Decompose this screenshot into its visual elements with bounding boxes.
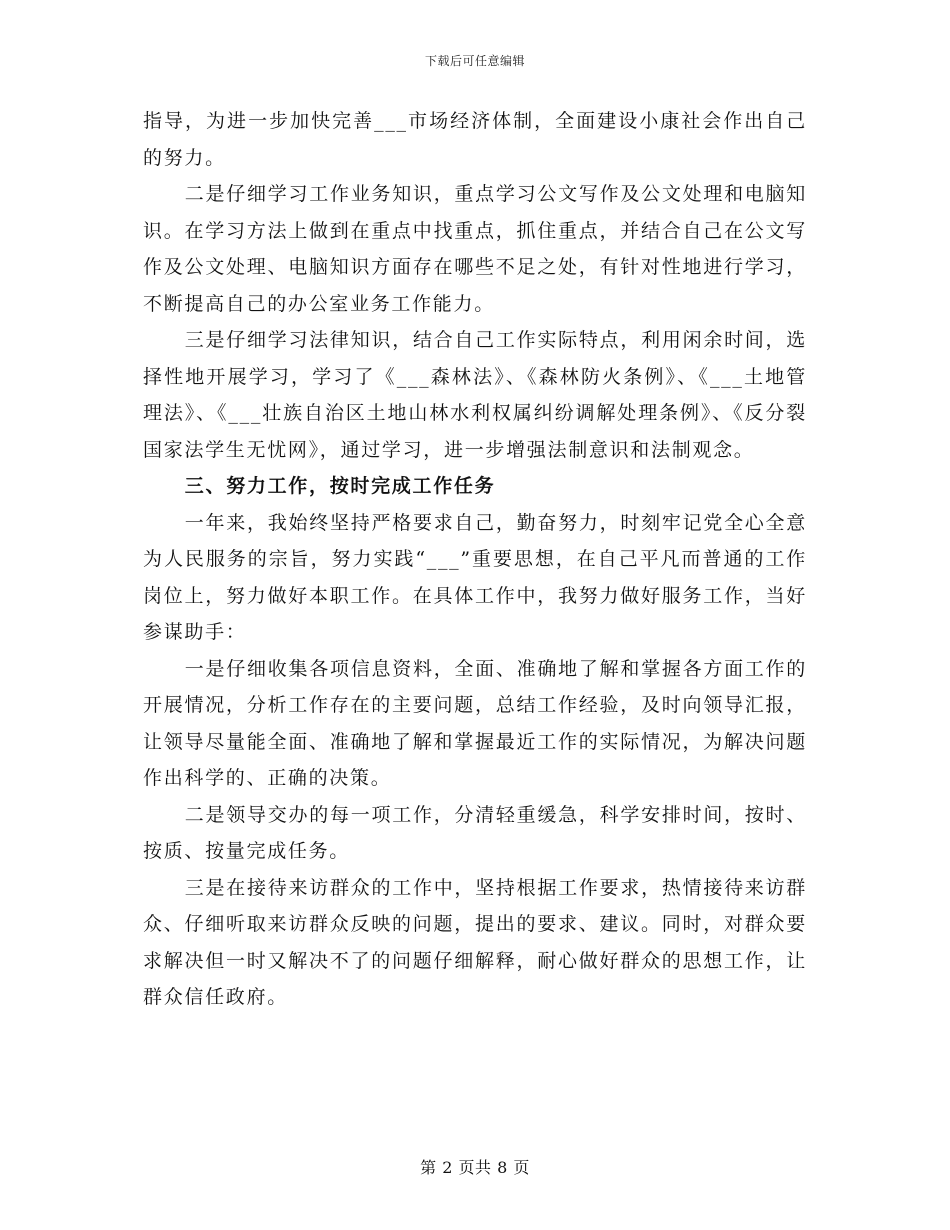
paragraph-year-summary: 一年来，我始终坚持严格要求自己，勤奋努力，时刻牢记党全心全意为人民服务的宗旨，努力实践“___”重要思想，在自己平凡而普通的工作岗位上，努力做好本职工作。在具体工作中，我努力做好服务工作，当好参谋助手： — [143, 511, 807, 643]
section-heading: 三、努力工作，按时完成工作任务 — [184, 475, 496, 497]
paragraph-collect-info: 一是仔细收集各项信息资料，全面、准确地了解和掌握各方面工作的开展情况，分析工作存在的主要问题，总结工作经验，及时向领导汇报，让领导尽量能全面、准确地了解和掌握最近工作的实际情况，为解决问题作出科学的、正确的决策。 — [143, 657, 807, 789]
page-number-footer: 第 2 页共 8 页 — [420, 1158, 530, 1177]
paragraph-continued: 指导，为进一步加快完善___市场经济体制，全面建设小康社会作出自己的努力。 — [143, 110, 807, 169]
paragraph-study-law: 三是仔细学习法律知识，结合自己工作实际特点，利用闲余时间，选择性地开展学习，学习了《___森林法》、《森林防火条例》、《___土地管理法》、《___壮族自治区土地山林水利权属纠纷调解处理条例》、《反分裂国家法学生无忧网》，通过学习，进一步增强法制意识和法制观念。 — [143, 329, 807, 461]
paragraph-assigned-work: 二是领导交办的每一项工作，分清轻重缓急，科学安排时间，按时、按质、按量完成任务。 — [143, 803, 807, 862]
page-header-note: 下载后可任意编辑 — [424, 54, 525, 68]
paragraph-study-business: 二是仔细学习工作业务知识，重点学习公文写作及公文处理和电脑知识。在学习方法上做到在重点中找重点，抓住重点，并结合自己在公文写作及公文处理、电脑知识方面存在哪些不足之处，有针对性地进行学习，不断提高自己的办公室业务工作能力。 — [143, 183, 807, 315]
document-body — [143, 103, 807, 1016]
paragraph-receive-visitors: 三是在接待来访群众的工作中，坚持根据工作要求，热情接待来访群众、仔细听取来访群众反映的问题，提出的要求、建议。同时，对群众要求解决但一时又解决不了的问题仔细解释，耐心做好群众的思想工作，让群众信任政府。 — [143, 876, 807, 1008]
